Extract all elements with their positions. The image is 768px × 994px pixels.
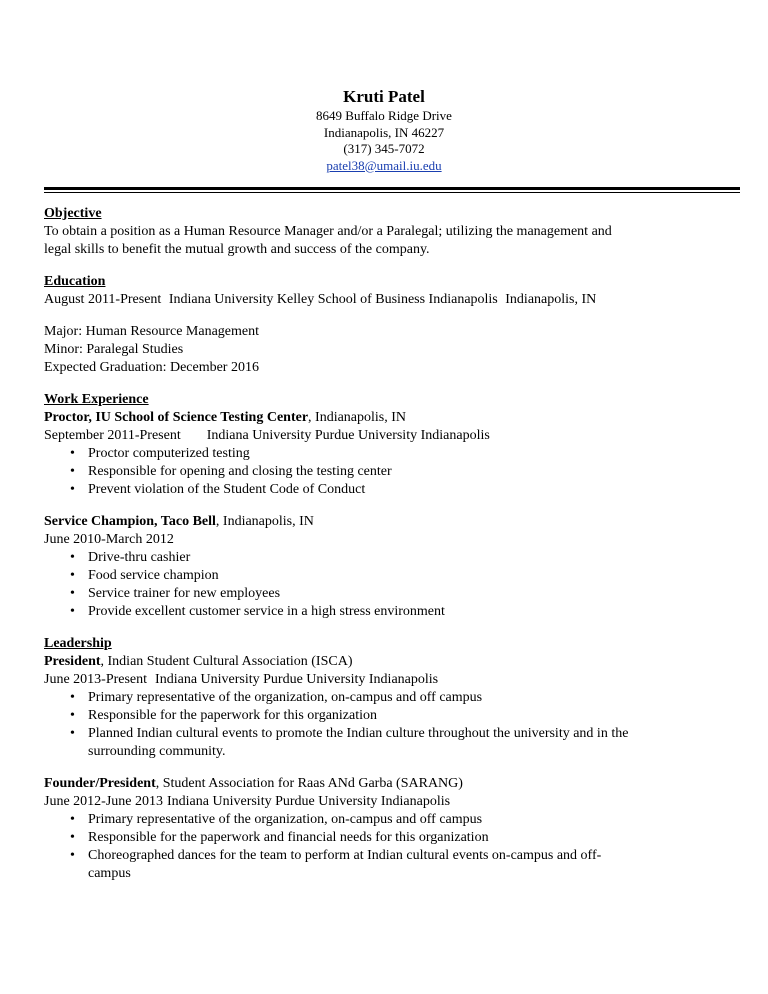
- bullet-icon: •: [70, 586, 75, 601]
- education-heading: Education: [44, 274, 106, 289]
- list-item: • Choreographed dances for the team to perform at Indian cultural events on-campus and off- campus: [70, 848, 602, 881]
- bullet-icon: •: [70, 848, 75, 863]
- list-item: • Responsible for opening and closing the testing center: [70, 464, 392, 479]
- header-divider-thin: [44, 192, 740, 193]
- job-dates: June 2010-March 2012: [44, 532, 174, 547]
- job-location: , Indianapolis, IN: [215, 514, 314, 529]
- list-item: • Primary representative of the organization, on-campus and off campus: [70, 812, 483, 827]
- address-line-1: 8649 Buffalo Ridge Drive: [316, 108, 452, 123]
- leadership-bullets: [44, 811, 740, 883]
- list-item: • Food service champion: [70, 568, 219, 583]
- leadership-org: , Student Association for Raas ANd Garba (SARANG): [155, 776, 463, 791]
- education-dates: August 2011-Present: [44, 292, 162, 307]
- list-item: • Prevent violation of the Student Code of Conduct: [70, 482, 366, 497]
- job-dates: September 2011-Present: [44, 428, 181, 443]
- candidate-name: Kruti Patel: [343, 87, 425, 106]
- leadership-dates: June 2012-June 2013: [44, 794, 163, 809]
- bullet-icon: •: [70, 550, 75, 565]
- phone-number: (317) 345-7072: [343, 141, 425, 156]
- bullet-icon: •: [70, 568, 75, 583]
- resume-header: [0, 86, 768, 174]
- leadership-org: , Indian Student Cultural Association (ISCA): [100, 654, 353, 669]
- list-item: • Primary representative of the organization, on-campus and off campus: [70, 690, 483, 705]
- bullet-icon: •: [70, 812, 75, 827]
- job-entry: [44, 409, 740, 499]
- list-item: • Responsible for the paperwork and financial needs for this organization: [70, 830, 489, 845]
- leadership-heading: Leadership: [44, 636, 112, 651]
- bullet-icon: •: [70, 830, 75, 845]
- education-graduation: Expected Graduation: December 2016: [44, 360, 259, 375]
- list-item: • Provide excellent customer service in a high stress environment: [70, 604, 445, 619]
- job-org: Indiana University Purdue University Indianapolis: [206, 428, 490, 443]
- job-entry: [44, 513, 740, 621]
- education-major: Major: Human Resource Management: [44, 324, 259, 339]
- education-school: Indiana University Kelley School of Business Indianapolis: [168, 292, 498, 307]
- list-item: • Planned Indian cultural events to promote the Indian culture throughout the university and in the surrounding community.: [70, 726, 629, 759]
- bullet-icon: •: [70, 464, 75, 479]
- education-minor: Minor: Paralegal Studies: [44, 342, 184, 357]
- leadership-school: Indiana University Purdue University Indianapolis: [155, 672, 439, 687]
- bullet-icon: •: [70, 690, 75, 705]
- list-item: • Service trainer for new employees: [70, 586, 281, 601]
- education-entry: [44, 291, 740, 309]
- header-divider-thick: [44, 187, 740, 190]
- leadership-school: Indiana University Purdue University Indianapolis: [167, 794, 451, 809]
- list-item: • Drive-thru cashier: [70, 550, 191, 565]
- job-location: , Indianapolis, IN: [308, 410, 407, 425]
- list-item: • Proctor computerized testing: [70, 446, 250, 461]
- job-role: Proctor, IU School of Science Testing Center: [44, 410, 309, 425]
- bullet-icon: •: [70, 446, 75, 461]
- leadership-section: [44, 635, 740, 883]
- bullet-icon: •: [70, 726, 75, 741]
- email-link[interactable]: patel38@umail.iu.edu: [326, 157, 442, 173]
- leadership-role: Founder/President: [44, 776, 156, 791]
- work-heading: Work Experience: [44, 392, 149, 407]
- leadership-role: President: [44, 654, 101, 669]
- objective-text-line-2: legal skills to benefit the mutual growth and success of the company.: [44, 242, 430, 257]
- leadership-dates: June 2013-Present: [44, 672, 148, 687]
- objective-heading: Objective: [44, 206, 102, 221]
- objective-text-line-1: To obtain a position as a Human Resource Manager and/or a Paralegal; utilizing the management and: [44, 224, 612, 239]
- bullet-icon: •: [70, 708, 75, 723]
- work-section: [44, 391, 740, 621]
- bullet-icon: •: [70, 604, 75, 619]
- leadership-entry: [44, 775, 740, 883]
- leadership-entry: [44, 653, 740, 761]
- bullet-icon: •: [70, 482, 75, 497]
- address-line-2: Indianapolis, IN 46227: [323, 124, 445, 140]
- objective-section: [44, 205, 740, 259]
- list-item: • Responsible for the paperwork for this organization: [70, 708, 378, 723]
- leadership-bullets: [44, 689, 740, 761]
- education-location: Indianapolis, IN: [505, 292, 597, 307]
- resume-body: [44, 205, 740, 883]
- education-section: [44, 273, 740, 377]
- job-role: Service Champion, Taco Bell: [44, 514, 216, 529]
- job-bullets: [44, 445, 740, 499]
- job-bullets: [44, 549, 740, 621]
